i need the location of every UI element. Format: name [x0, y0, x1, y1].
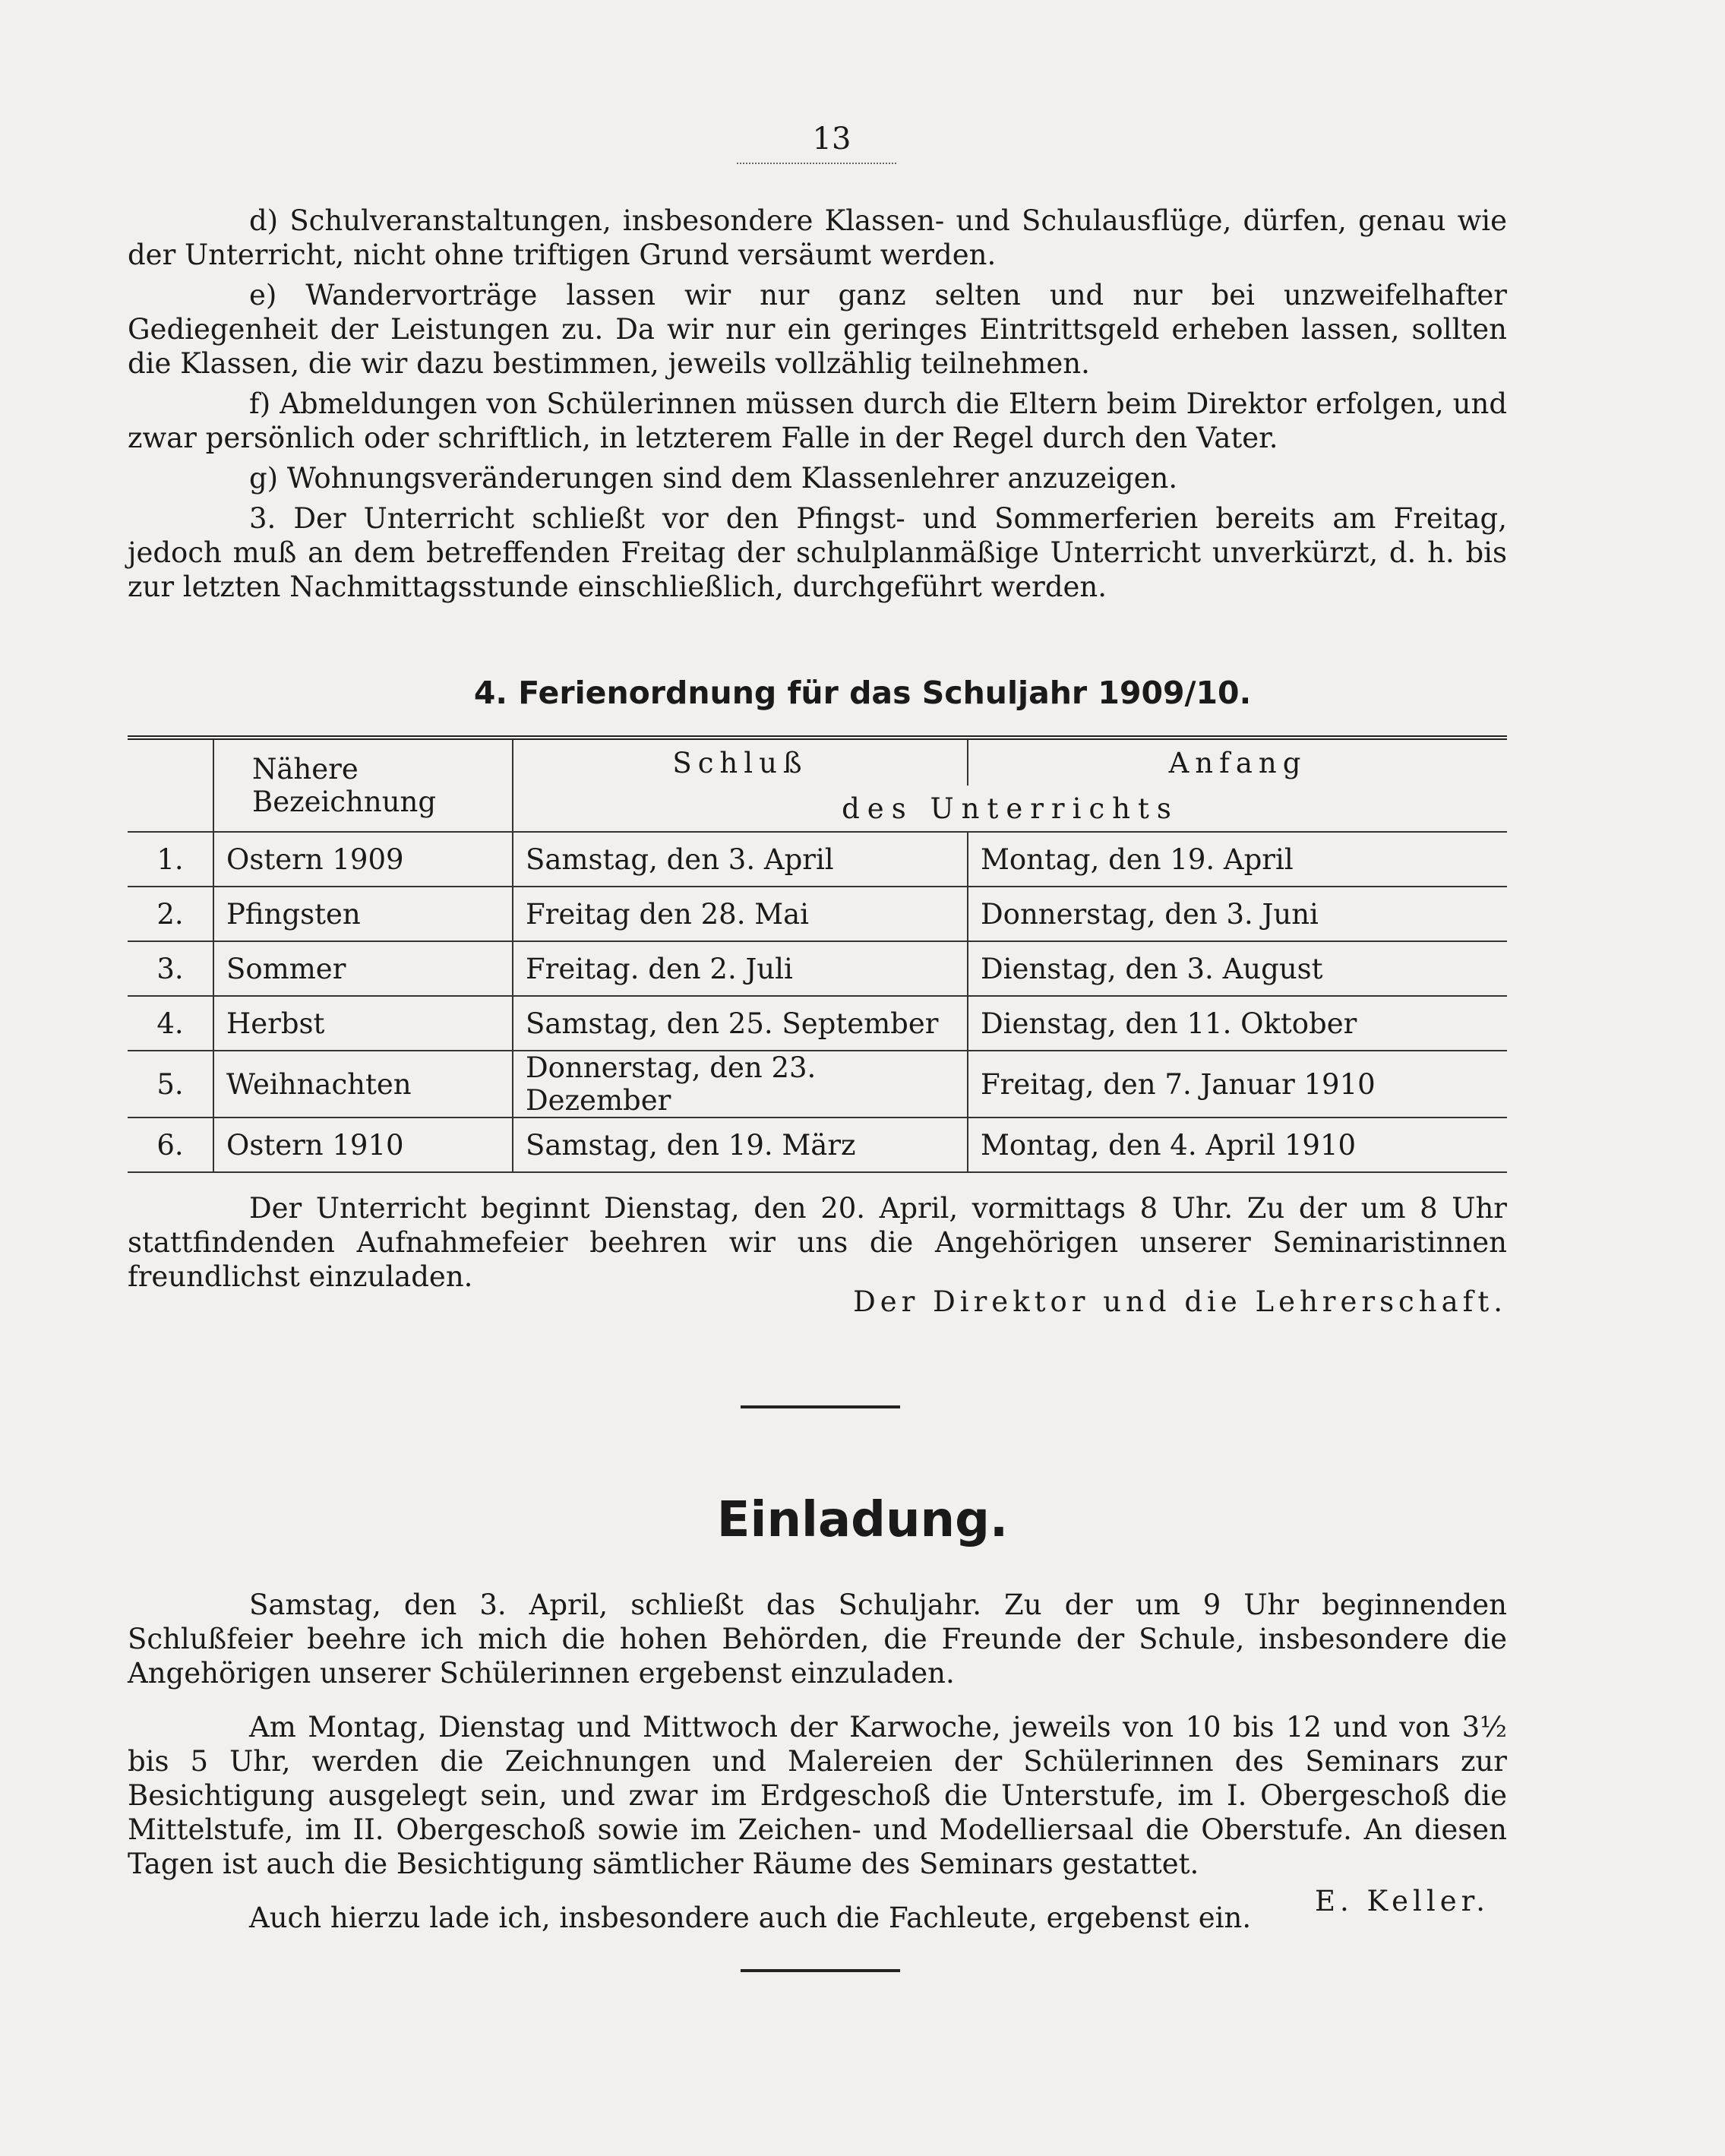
- row-name: Weihnachten: [213, 1051, 513, 1118]
- table-row: [128, 996, 1507, 1051]
- paragraph-g: g) Wohnungsveränderungen sind dem Klassenlehrer anzuzeigen.: [249, 462, 1178, 495]
- ferien-signature: Der Direktor und die Lehrerschaft.: [853, 1285, 1507, 1318]
- header-start: Anfang: [968, 738, 1507, 786]
- row-end: Samstag, den 3. April: [513, 832, 968, 887]
- page-number: 13: [812, 122, 851, 156]
- header-end: Schluß: [513, 738, 968, 786]
- row-end: Freitag. den 2. Juli: [513, 941, 968, 996]
- ferien-note: Der Unterricht beginnt Dienstag, den 20. April, vormittags 8 Uhr. Zu der um 8 Uhr stattfindenden Aufnahmefeier beehren wir uns die Angehörigen unserer Seminaristinnen freundlichst einzuladen.: [128, 1192, 1507, 1293]
- row-end: Samstag, den 19. März: [513, 1118, 968, 1172]
- row-name: Pfingsten: [213, 887, 513, 941]
- ferien-heading: 4. Ferienordnung für das Schuljahr 1909/10.: [473, 675, 1252, 711]
- end-divider: [741, 1969, 900, 1972]
- row-end: Samstag, den 25. September: [513, 996, 968, 1051]
- page-number-ornament: [737, 163, 896, 164]
- einladung-heading: Einladung.: [716, 1492, 1009, 1548]
- row-start: Dienstag, den 3. August: [968, 941, 1507, 996]
- row-number: 6.: [128, 1118, 213, 1172]
- table-header-row: [128, 738, 1507, 786]
- row-name: Sommer: [213, 941, 513, 996]
- row-start: Dienstag, den 11. Oktober: [968, 996, 1507, 1051]
- section-divider: [741, 1405, 900, 1408]
- ferien-note-block: [128, 1191, 1507, 1294]
- row-number: 3.: [128, 941, 213, 996]
- einladung-paragraph-2: Am Montag, Dienstag und Mittwoch der Karwoche, jeweils von 10 bis 12 und von 3½ bis 5 Uhr, werden die Zeichnungen und Malereien der Schülerinnen des Seminars zur Besichtigung ausgelegt sein, und zwar im Erdgeschoß die Unterstufe, im I. Obergeschoß die Mittelstufe, im II. Obergeschoß sowie im Zeichen- und Modelliersaal die Oberstufe. An diesen Tagen ist auch die Besichtigung sämtlicher Räume des Seminars gestattet.: [128, 1711, 1507, 1880]
- row-start: Montag, den 4. April 1910: [968, 1118, 1507, 1172]
- row-start: Donnerstag, den 3. Juni: [968, 887, 1507, 941]
- row-number: 1.: [128, 832, 213, 887]
- rules-section: [128, 204, 1507, 604]
- einladung-signature: E. Keller.: [1314, 1885, 1490, 1917]
- einladung-paragraph-3: Auch hierzu lade ich, insbesondere auch die Fachleute, ergebenst ein.: [249, 1902, 1252, 1934]
- row-end: Freitag den 28. Mai: [513, 887, 968, 941]
- row-start: Montag, den 19. April: [968, 832, 1507, 887]
- row-number: 4.: [128, 996, 213, 1051]
- header-sub: des Unterrichts: [513, 786, 1507, 832]
- row-number: 2.: [128, 887, 213, 941]
- einladung-paragraph-1: Samstag, den 3. April, schließt das Schuljahr. Zu der um 9 Uhr beginnenden Schlußfeier beehre ich mich die hohen Behörden, die Freunde der Schule, insbesondere die Angehörigen unserer Schülerinnen ergebenst einzuladen.: [128, 1589, 1507, 1690]
- row-number: 5.: [128, 1051, 213, 1118]
- table-row: [128, 1051, 1507, 1118]
- einladung-section: [128, 1588, 1507, 1935]
- ferien-table: [128, 735, 1507, 1173]
- table-row: [128, 1118, 1507, 1172]
- paragraph-f: f) Abmeldungen von Schülerinnen müssen durch die Eltern beim Direktor erfolgen, und zwar persönlich oder schriftlich, in letzterem Falle in der Regel durch den Vater.: [128, 387, 1507, 454]
- paragraph-3: 3. Der Unterricht schließt vor den Pfingst- und Sommerferien bereits am Freitag, jedoch muß an dem betreffenden Freitag der schulplanmäßige Unterricht unverkürzt, d. h. bis zur letzten Nachmittagsstunde einschließlich, durchgeführt werden.: [128, 502, 1507, 603]
- row-end: Donnerstag, den 23. Dezember: [513, 1051, 968, 1118]
- row-name: Ostern 1910: [213, 1118, 513, 1172]
- row-name: Herbst: [213, 996, 513, 1051]
- table-row: [128, 887, 1507, 941]
- table-row: [128, 832, 1507, 887]
- paragraph-e: e) Wandervorträge lassen wir nur ganz selten und nur bei unzweifelhafter Gediegenheit der Leistungen zu. Da wir nur ein geringes Eintrittsgeld erheben lassen, sollten die Klassen, die wir dazu bestimmen, jeweils vollzählig teilnehmen.: [128, 279, 1507, 380]
- header-name: Nähere Bezeichnung: [213, 738, 513, 832]
- paragraph-d: d) Schulveranstaltungen, insbesondere Klassen- und Schulausflüge, dürfen, genau wie der Unterricht, nicht ohne triftigen Grund versäumt werden.: [128, 204, 1507, 271]
- row-name: Ostern 1909: [213, 832, 513, 887]
- row-start: Freitag, den 7. Januar 1910: [968, 1051, 1507, 1118]
- table-row: [128, 941, 1507, 996]
